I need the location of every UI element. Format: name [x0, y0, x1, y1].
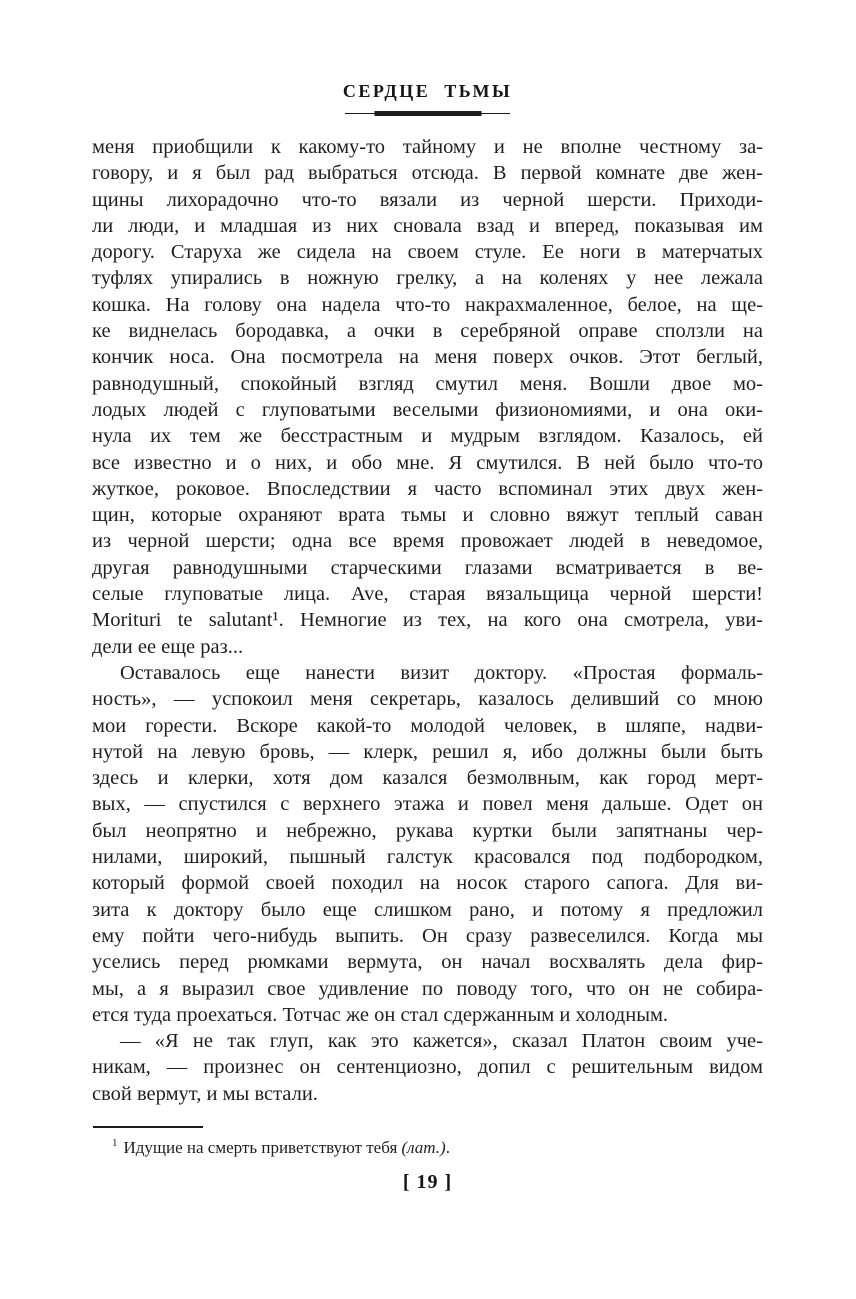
- footnote-text: Идущие на смерть приветствуют тебя: [123, 1138, 402, 1157]
- running-head: [92, 82, 763, 117]
- text-line: вых, — спустился с верхнего этажа и повел меня дальше. Одет он: [92, 793, 763, 816]
- text-line: нула их тем же бесстрастным и мудрым взглядом. Казалось, ей: [92, 425, 763, 448]
- header-rule-bar: [374, 111, 481, 116]
- text-line: уселись перед рюмками вермута, он начал восхвалять дела фир-: [92, 951, 763, 974]
- text-line: ется туда проехаться. Тотчас же он стал сдержанным и холодным.: [92, 1003, 669, 1026]
- text-line: щин, которые охраняют врата тьмы и словно вяжут теплый саван: [92, 504, 763, 527]
- text-line: — «Я не так глуп, как это кажется», сказал Платон своим уче-: [120, 1030, 763, 1053]
- text-line: нилами, широкий, пышный галстук красовался под подбородком,: [92, 846, 763, 869]
- page-header-title: СЕРДЦЕ ТЬМЫ: [342, 81, 513, 101]
- text-line: кошка. На голову она надела что-то накрахмаленное, белое, на ще-: [92, 293, 763, 316]
- page-number: [ 19 ]: [402, 1171, 453, 1193]
- text-line: селые глуповатые лица. Ave, старая вязальщица черной шерсти!: [92, 583, 763, 606]
- text-line: жуткое, роковое. Впоследствии я часто вспоминал этих двух жен-: [92, 477, 763, 500]
- text-line: здесь и клерки, хотя дом казался безмолвным, как город мерт-: [92, 767, 763, 790]
- paragraph: [92, 660, 763, 1028]
- paragraph: [92, 1028, 763, 1107]
- text-line: никам, — произнес он сентенциозно, допил с решительным видом: [92, 1056, 763, 1079]
- text-line: кончик носа. Она посмотрела на меня поверх очков. Этот беглый,: [92, 346, 763, 369]
- text-line: дорогу. Старуха же сидела на своем стуле. Ее ноги в матерчатых: [92, 241, 763, 264]
- text-line: все известно и о них, и обо мне. Я смутился. В ней было что-то: [92, 451, 763, 474]
- text-line: Morituri te salutant¹. Немногие из тех, на кого она смотрела, уви-: [92, 609, 763, 632]
- text-line: который формой своей походил на носок старого сапога. Для ви-: [92, 872, 763, 895]
- text-line: щины лихорадочно что-то вязали из черной шерсти. Приходи-: [92, 188, 763, 211]
- text-line: ность», — успокоил меня секретарь, казалось деливший со мною: [92, 688, 763, 711]
- footnote: [92, 1137, 763, 1159]
- footnote-marker: 1: [112, 1137, 118, 1150]
- text-line: равнодушный, спокойный взгляд смутил меня. Вошли двое мо-: [92, 372, 763, 395]
- text-line: Оставалось еще нанести визит доктору. «Простая формаль-: [120, 661, 763, 684]
- text-body: [92, 134, 763, 1107]
- text-line: меня приобщили к какому-то тайному и не вполне честному за-: [92, 136, 763, 158]
- header-rule: [345, 111, 510, 117]
- text-line: зита к доктору было еще слишком рано, и потому я предложил: [92, 898, 763, 921]
- text-line: туфлях упирались в ножную грелку, а на коленях у нее лежала: [92, 267, 763, 290]
- text-line: мы, а я выразил свое удивление по поводу того, что он не собира-: [92, 977, 763, 1000]
- footnote-suffix: .: [445, 1138, 450, 1157]
- footnote-lang-note: (лат.): [401, 1138, 446, 1157]
- text-line: говору, и я был рад выбраться отсюда. В первой комнате две жен-: [92, 162, 763, 185]
- text-line: дели ее еще раз...: [92, 635, 244, 658]
- text-line: нутой на левую бровь, — клерк, решил я, ибо должны были быть: [92, 740, 763, 763]
- text-line: мои горести. Вскоре какой-то молодой человек, в шляпе, надви-: [92, 714, 763, 737]
- text-line: был неопрятно и небрежно, рукава куртки были запятнаны чер-: [92, 819, 763, 842]
- paragraph: [92, 134, 763, 660]
- text-line: лодых людей с глуповатыми веселыми физиономиями, и она оки-: [92, 398, 763, 421]
- text-line: ли люди, и младшая из них сновала взад и вперед, показывая им: [92, 214, 763, 237]
- text-line: ке виднелась бородавка, а очки в серебряной оправе сползли на: [92, 320, 763, 343]
- text-line: из черной шерсти; одна все время провожает людей в неведомое,: [92, 530, 763, 553]
- footnote-rule: [93, 1126, 203, 1128]
- text-line: другая равнодушными старческими глазами всматривается в ве-: [92, 556, 763, 579]
- text-line: свой вермут, и мы встали.: [92, 1082, 318, 1105]
- text-line: ему пойти чего-нибудь выпить. Он сразу развеселился. Когда мы: [92, 924, 763, 947]
